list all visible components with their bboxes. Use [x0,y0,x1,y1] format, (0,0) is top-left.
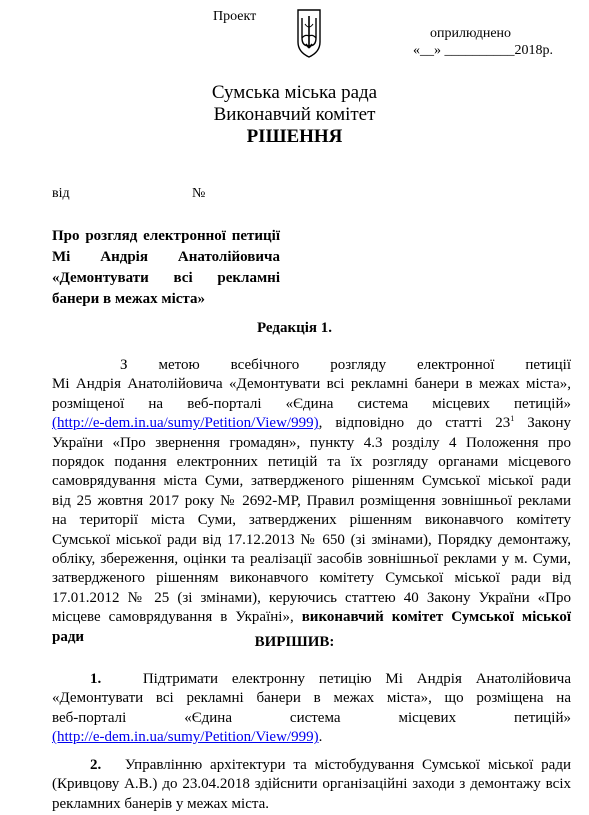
preamble-line: З метою всебічного розгляду електронної петиції [120,357,571,373]
preamble-line: України «Про звернення громадян», пункту 4.3 розділу 4 Положення про [52,434,571,451]
draft-label: Проект [213,9,257,24]
preamble-line [52,414,571,433]
preamble-text: , відповідно до статті 23 [318,415,511,432]
preamble-line [52,608,571,627]
preamble-line: порядок подання електронних петицій та їх розгляду органами місцевого [52,454,571,471]
item-number: 1. [90,671,102,687]
preamble-line: самоврядування міста Суми, затвердженого рішенням Сумської міської ради [52,473,571,490]
subject-line: Про розгляд електронної петиції [52,228,280,244]
item-text: Підтримати електронну петицію Мі Андрія Анатолійовича [142,671,571,687]
petition-link[interactable]: (http://e-dem.in.ua/sumy/Petition/View/999) [52,415,319,432]
preamble-line: від 25 жовтня 2017 року № 2692-МР, Правил розміщення зовнішньої реклами [52,492,571,509]
preamble-paragraph [52,356,571,647]
committee-name: Виконавчий комітет [213,104,376,125]
resolved-heading: ВИРІШИВ: [254,634,335,650]
preamble-line: розміщеної на веб-порталі «Єдина система місцевих петицій» [52,395,571,412]
item-line: «Демонтувати всі рекламні банери в межах міста», що розміщена на [52,690,571,707]
article-superscript: 1 [510,414,515,424]
subject-line: «Демонтувати всі рекламні [52,270,280,286]
publication-date-line: «__» __________2018р. [413,43,553,58]
subject-line: Мі Андрія Анатолійовича [52,249,280,265]
council-name: Сумська міська рада [211,82,378,103]
committee-bold-text: виконавчий комітет Сумської міської [301,609,572,626]
preamble-line: на території міста Суми, затверджених рішенням виконавчого комітету [52,512,571,529]
item-line [52,756,571,775]
item-line: рекламних банерів у межах міста. [52,795,269,812]
petition-link[interactable]: (http://e-dem.in.ua/sumy/Petition/View/999) [52,729,319,746]
item-text: . [318,729,323,746]
preamble-line: обліку, збереження, оцінки та реалізації засобів зовнішньої реклами у м. Суми, [52,551,571,568]
preamble-line: 17.01.2012 № 25 (зі змінами), керуючись статтею 40 Закону України «Про [52,589,571,606]
decision-item-2 [52,756,571,814]
preamble-text: Закону [514,415,571,432]
date-from-label: від [52,186,70,201]
preamble-line: Сумської міської ради від 17.12.2013 № 650 (зі змінами), Порядку демонтажу, [52,531,571,548]
decision-subject [52,226,280,310]
subject-line: банери в межах міста» [52,291,205,307]
item-text: Управлінню архітектури та містобудування Сумської міської ради [124,757,572,773]
item-number: 2. [90,757,102,773]
preamble-line: Мі Андрія Анатолійовича «Демонтувати всі рекламні банери в межах міста», [52,376,571,393]
item-line: веб-порталі «Єдина система місцевих петицій» [52,709,571,726]
committee-bold-text: ради [52,628,85,645]
published-label: оприлюднено [430,26,512,41]
document-title: РІШЕННЯ [246,126,343,147]
preamble-line: затвердженого рішенням виконавчого комітету Сумської міської ради від [52,570,571,587]
preamble-text: місцеве самоврядування в Україні», [52,609,302,626]
decision-item-1 [52,670,571,748]
item-line [52,670,571,689]
document-number-label: № [192,186,206,201]
item-line [52,728,571,747]
item-line: (Кривцову А.В.) до 23.04.2018 здійснити організаційні заходи з демонтажу всіх [52,776,571,793]
revision-label: Редакція 1. [256,320,333,336]
tryzub-coat-of-arms-icon [296,8,322,58]
